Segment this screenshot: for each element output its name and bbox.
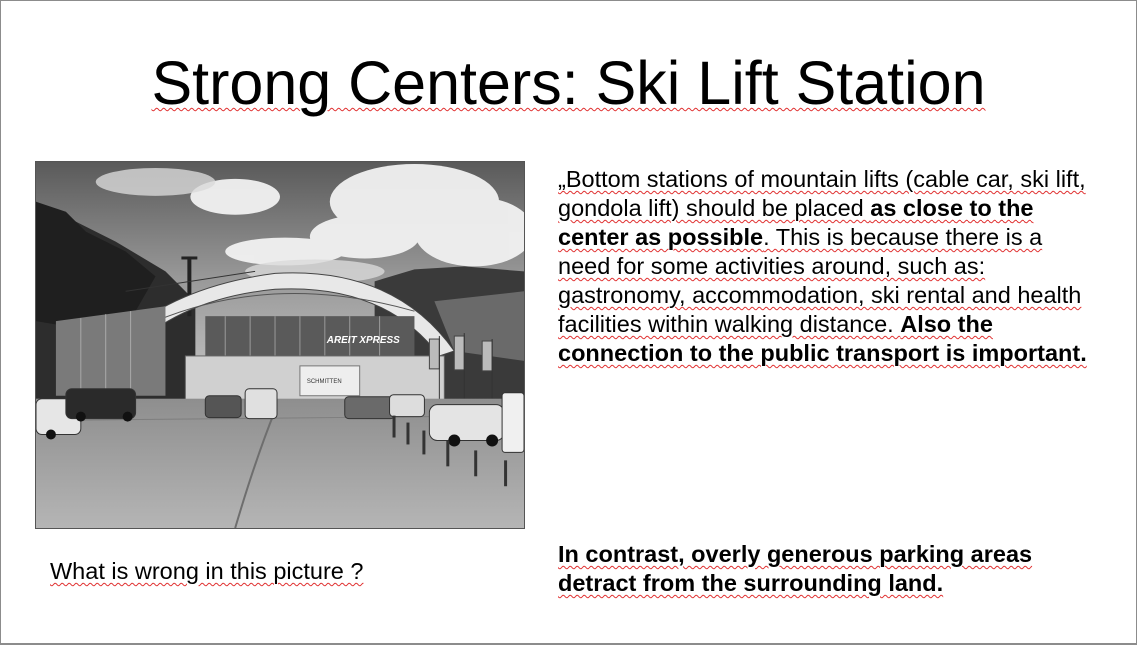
paragraph-bold-1: as close to the center as possible	[558, 195, 1034, 250]
photo-sign-text: AREIT XPRESS	[326, 335, 400, 347]
contrast-statement-text: In contrast, overly generous parking areas detract from the surrounding land.	[558, 541, 1033, 596]
slide-title-text: Strong Centers: Ski Lift Station	[151, 49, 986, 117]
photo-building-text: SCHMITTEN	[306, 378, 342, 385]
paragraph-text-1: „Bottom stations of mountain lifts (cable car, ski lift, gondola lift) should be placed	[558, 166, 1086, 221]
contrast-statement	[558, 540, 1098, 598]
explanation-paragraph	[558, 165, 1098, 368]
slide-title	[1, 47, 1136, 119]
paragraph-bold-2: Also the connection to the public transport is important.	[558, 311, 1087, 366]
question-text-content: What is wrong in this picture ?	[50, 558, 364, 584]
paragraph-text-2: . This is because there is a need for some activities around, such as: gastronomy, accommodation, ski rental and health facilities within walking distance.	[558, 224, 1082, 337]
photo-illustration	[36, 162, 524, 528]
ski-lift-station-photo	[35, 161, 525, 529]
question-text	[50, 557, 363, 586]
